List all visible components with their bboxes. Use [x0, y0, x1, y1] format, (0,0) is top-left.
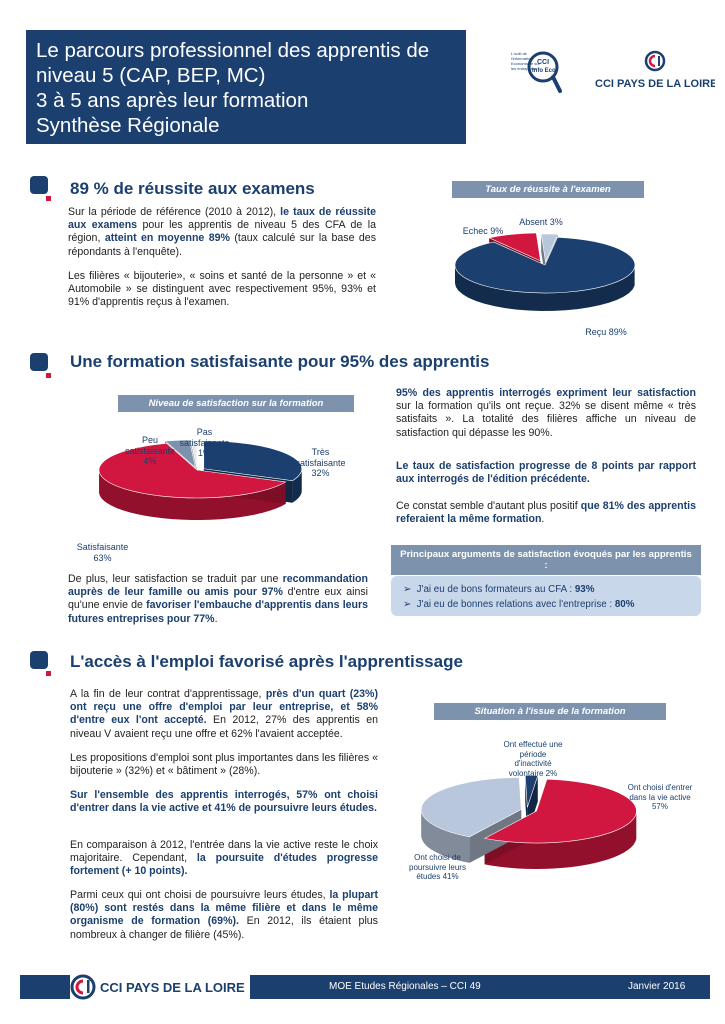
chart3-label-etudes: Ont choisi de poursuivre leurs études 41% [409, 853, 466, 881]
section2-right-paragraph-2: Le taux de satisfaction progresse de 8 points par rapport aux interrogés de l'édition précédente. [396, 460, 696, 486]
chart2-title: Niveau de satisfaction sur la formation [118, 395, 354, 412]
section1-paragraph-1: Sur la période de référence (2010 à 2012), le taux de réussite aux examens pour les apprentis de niveau 5 des CFA de la région, atteint en moyenne 89% (taux calculé sur la base des répondants à l'enquête). [68, 206, 376, 258]
logo-brand-2: Info Eco [532, 68, 556, 74]
chart1-label-absent: Absent 3% [519, 217, 563, 227]
cci-logo-top [595, 50, 715, 92]
arrow-bullet-icon: ➢ [403, 584, 412, 595]
footer-center-text: MOE Etudes Régionales – CCI 49 [329, 981, 481, 992]
chart2-label-tres: Très satisfaisante 32% [295, 447, 346, 478]
section1-title: 89 % de réussite aux examens [70, 179, 315, 198]
footer-date: Janvier 2016 [628, 981, 686, 992]
logo-caption-1: L'outil de [511, 51, 527, 56]
chart1-label-recu: Reçu 89% [585, 327, 627, 337]
satisfaction-arg-item: ➢ J'ai eu de bons formateurs au CFA : 93% [403, 584, 595, 595]
title-line-3: 3 à 5 ans après leur formation [36, 89, 309, 112]
chart2-label-satisfaisante: Satisfaisante 63% [76, 542, 129, 563]
cci-info-eco-logo [510, 45, 562, 97]
title-box [26, 30, 466, 144]
section3-paragraph-5: Parmi ceux qui ont choisi de poursuivre leurs études, la plupart (80%) sont restés dans la même filière et dans le même organisme de formation (69%). En 2012, ils étaient plus nombreux à changer de filière (45%). [70, 889, 379, 941]
chart2-label-peu: Peu satisfaisante 4% [124, 435, 176, 466]
section2-marker [30, 353, 52, 392]
satisfaction-args-title: Principaux arguments de satisfaction évoqués par les apprentis : [391, 545, 701, 575]
section2-right-paragraph-3: Ce constat semble d'autant plus positif que 81% des apprentis referaient la même formation. [396, 500, 697, 526]
section3-paragraph-3: Sur l'ensemble des apprentis interrogés, 57% ont choisi d'entrer dans la vie active et 41% de poursuivre leurs études. [70, 789, 378, 815]
section3-marker [30, 651, 52, 690]
title-line-4: Synthèse Régionale [36, 114, 220, 137]
section3-title: L'accès à l'emploi favorisé après l'apprentissage [70, 652, 463, 671]
chart1-title: Taux de réussite à l'examen [452, 181, 644, 198]
chart2-label-pas: Pas satisfaisante 1% [179, 427, 230, 458]
chart3-label-vie-active: Ont choisi d'entrer dans la vie active 57% [627, 783, 693, 811]
footer-logo [70, 971, 250, 1003]
title-line-2: niveau 5 (CAP, BEP, MC) [36, 64, 266, 87]
arrow-bullet-icon: ➢ [403, 599, 412, 610]
section2-title: Une formation satisfaisante pour 95% des apprentis [70, 352, 490, 371]
section2-right-paragraph-1: 95% des apprentis interrogés expriment leur satisfaction sur la formation qu'ils ont reçue. 32% se disent même « très satisfaits ». La totalité des filières affiche un niveau de satisfaction qui dépasse les 90%. [396, 387, 696, 439]
section3-paragraph-2: Les propositions d'emploi sont plus importantes dans les filières « bijouterie » (32%) et « bâtiment » (28%). [70, 752, 378, 778]
section2-left-paragraph: De plus, leur satisfaction se traduit par une recommandation auprès de leur famille ou amis pour 97% d'entre eux ainsi qu'une envie de favoriser l'embauche d'apprentis dans leurs futures entreprises pour 77%. [68, 573, 369, 625]
cci-logo-text: CCI PAYS DE LA LOIRE [595, 78, 715, 90]
logo-caption-3: Economique sur [511, 61, 540, 66]
chart1-label-echec: Echec 9% [462, 226, 504, 236]
section3-paragraph-1: A la fin de leur contrat d'apprentissage, près d'un quart (23%) ont reçu une offre d'emploi par leur entreprise, et 58% d'entre eux l'ont accepté. En 2012, 27% des apprentis en niveau V avaient reçu une offre et 62% l'avaient acceptée. [70, 688, 378, 740]
section1-paragraph-2: Les filières « bijouterie», « soins et santé de la personne » et « Automobile » se distinguent avec respectivement 95%, 93% et 91% d'apprentis reçus à l'examen. [68, 270, 376, 309]
chart3-label-inactivite: Ont effectué une période d'inactivité volontaire 2% [503, 740, 563, 778]
logo-brand-1: CCI [537, 59, 550, 66]
section3-paragraph-4: En comparaison à 2012, l'entrée dans la vie active reste le choix majoritaire. Cependant, la poursuite d'études progresse fortement (+ 10 points). [70, 839, 378, 878]
title-line-1: Le parcours professionnel des apprentis de [36, 39, 430, 62]
chart1-exam-success-pie [420, 210, 660, 345]
footer-brand: CCI PAYS DE LA LOIRE [100, 980, 245, 995]
satisfaction-args-box [391, 576, 701, 616]
satisfaction-arg-item: ➢ J'ai eu de bonnes relations avec l'entreprise : 80% [403, 599, 635, 610]
section1-marker [30, 176, 52, 215]
logo-caption-4: les entreprises [511, 66, 538, 71]
chart3-title: Situation à l'issue de la formation [434, 703, 666, 720]
logo-caption-2: l'information [511, 56, 533, 61]
